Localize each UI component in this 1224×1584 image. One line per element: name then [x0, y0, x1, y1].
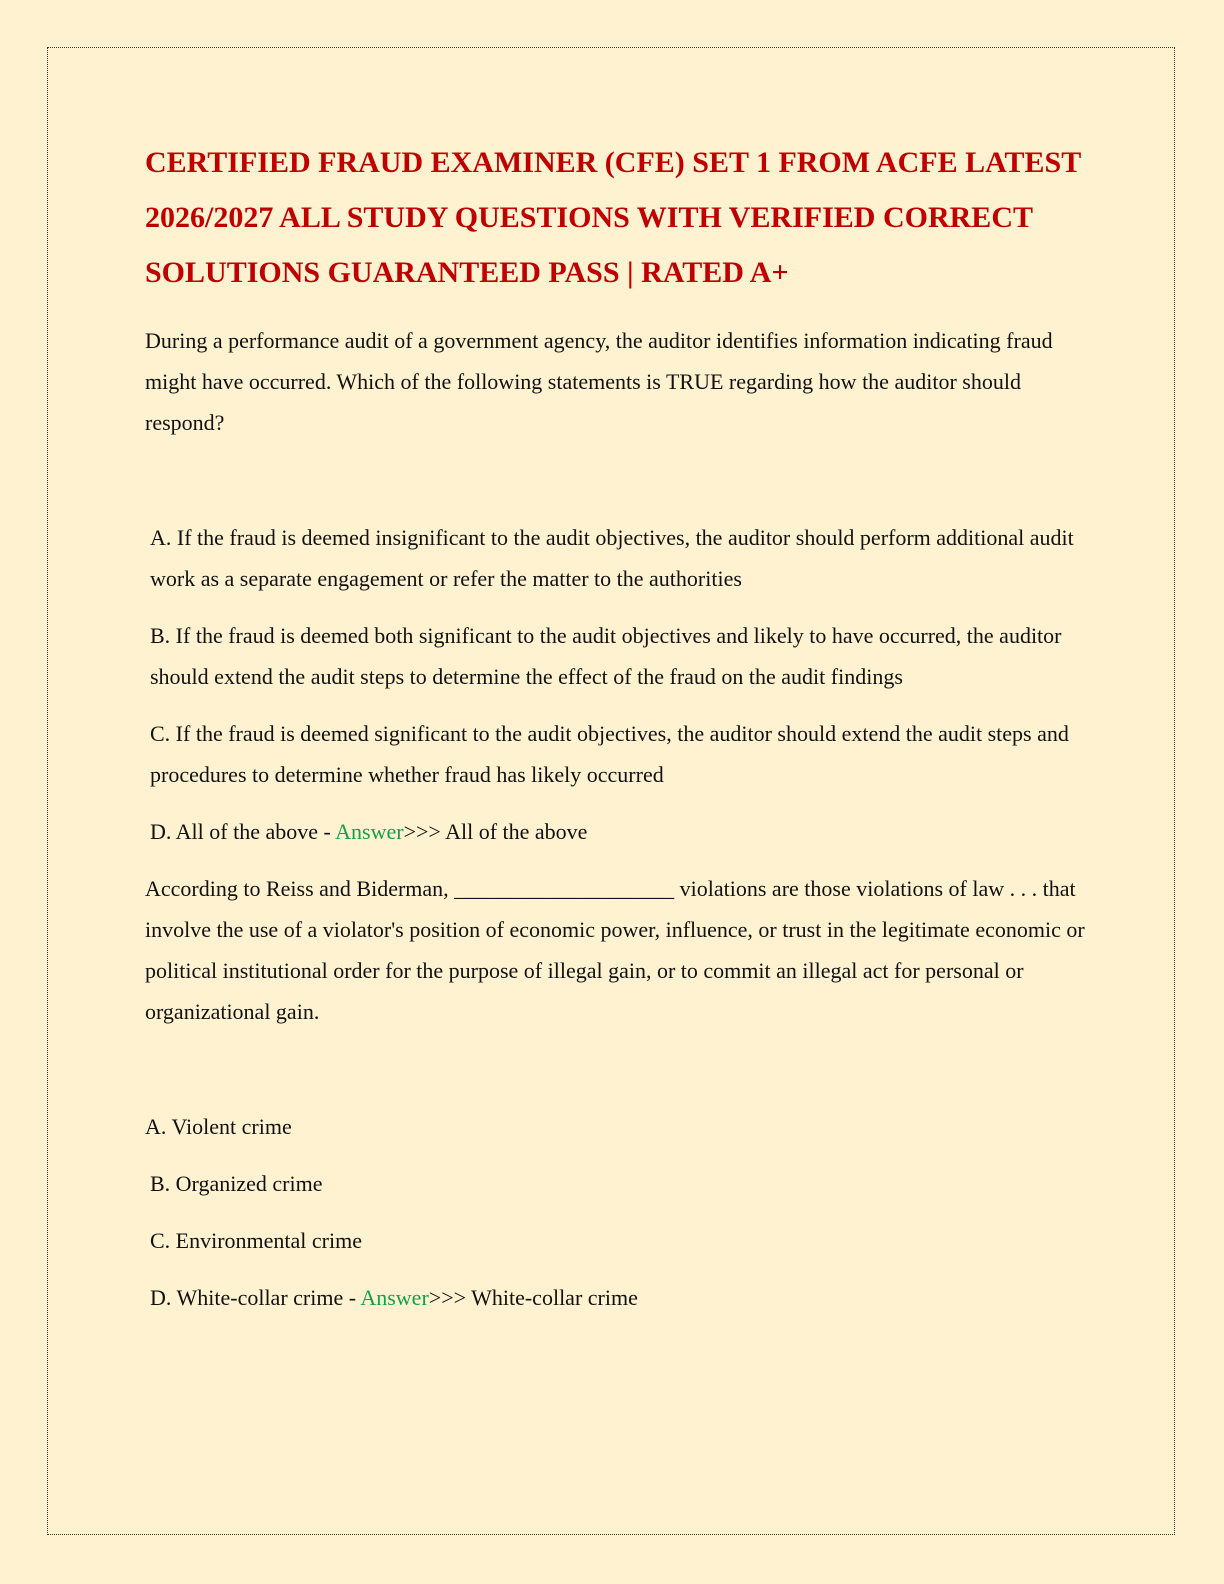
- question-1-option-d-label: D. All of the above -: [150, 819, 336, 844]
- question-2-answer-label: Answer: [360, 1285, 429, 1310]
- question-2-option-c: C. Environmental crime: [150, 1228, 362, 1253]
- question-1-text: During a performance audit of a government agency, the auditor identifies information indicating fraud might have occurred. Which of the following statements is TRUE regarding how the auditor should respond?: [145, 328, 1053, 435]
- question-2-option-a: A. Violent crime: [145, 1114, 292, 1139]
- question-2-option-b: B. Organized crime: [150, 1171, 323, 1196]
- document-content: [145, 135, 1095, 1334]
- question-1-option-d: [145, 811, 1095, 852]
- question-1-option-c: C. If the fraud is deemed significant to the audit objectives, the auditor should extend the audit steps and procedures to determine whether fraud has likely occurred: [150, 721, 1069, 787]
- question-2-option-d-label: D. White-collar crime -: [150, 1285, 361, 1310]
- document-title: CERTIFIED FRAUD EXAMINER (CFE) SET 1 FROM ACFE LATEST 2026/2027 ALL STUDY QUESTIONS WITH VERIFIED CORRECT SOLUTIONS GUARANTEED PASS | RATED A+: [145, 146, 1081, 289]
- question-1-option-b: B. If the fraud is deemed both significant to the audit objectives and likely to have occurred, the auditor should extend the audit steps to determine the effect of the fraud on the audit findings: [150, 623, 1062, 689]
- question-1-option-a: A. If the fraud is deemed insignificant to the audit objectives, the auditor should perform additional audit work as a separate engagement or refer the matter to the authorities: [150, 525, 1074, 591]
- question-2-answer-text: >>> White-collar crime: [428, 1285, 638, 1310]
- question-1-answer-text: >>> All of the above: [403, 819, 588, 844]
- question-2-option-d: [145, 1277, 1095, 1318]
- question-2-text: According to Reiss and Biderman, ____________________ violations are those violations of law . . . that involve the use of a violator's position of economic power, influence, or trust in the legitimate economic or political institutional order for the purpose of illegal gain, or to commit an illegal act for personal or organizational gain.: [145, 876, 1085, 1024]
- question-1-answer-label: Answer: [335, 819, 404, 844]
